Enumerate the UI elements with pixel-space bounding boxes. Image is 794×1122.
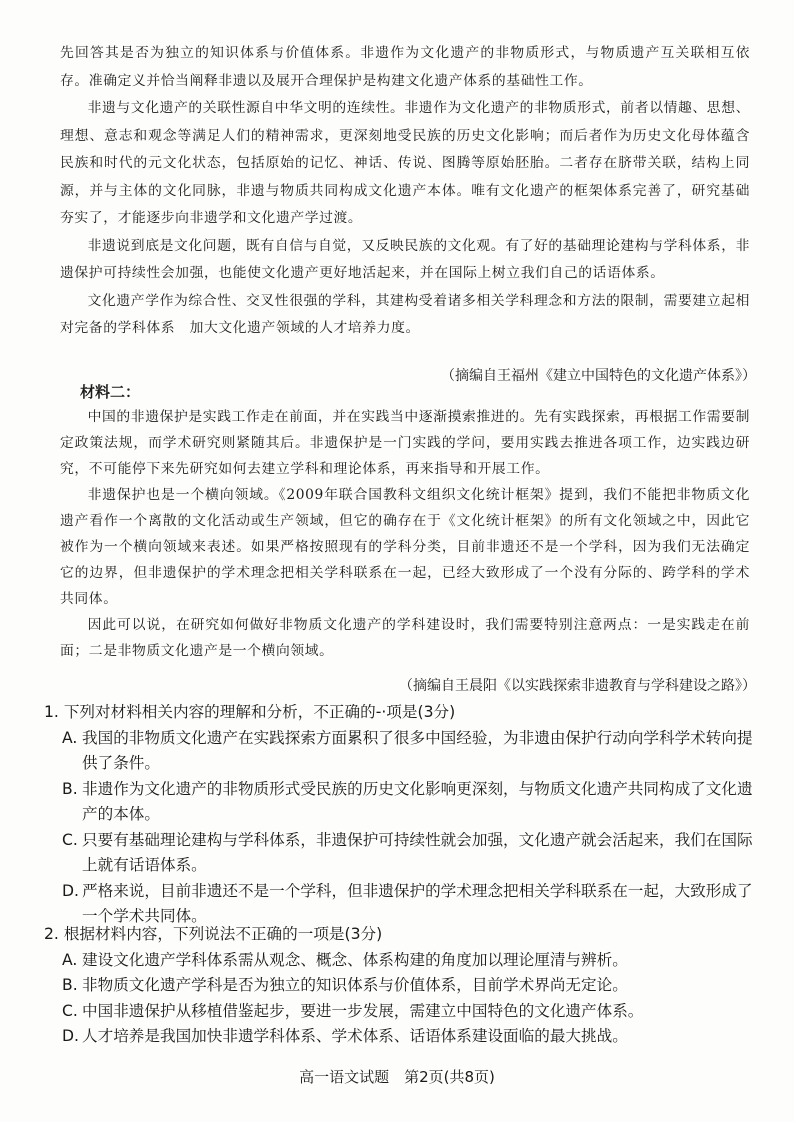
option-letter: B.: [62, 976, 78, 994]
passage-paragraph: 因此可以说，在研究如何做好非物质文化遗产的学科建设时，我们需要特别注意两点：一是实践走在前面；二是非物质文化遗产是一个横向领域。: [60, 617, 750, 659]
option-b[interactable]: [62, 777, 760, 828]
option-letter: D.: [62, 881, 79, 900]
passage-paragraph: 文化遗产学作为综合性、交叉性很强的学科，其建构受着诸多相关学科理念和方法的限制，需要建立起相对完备的学科体系 加大文化遗产领域的人才培养力度。: [60, 292, 750, 336]
option-letter: C.: [62, 1001, 78, 1020]
option-letter: A.: [62, 950, 78, 969]
passage-paragraph: 先回答其是否为独立的知识体系与价值体系。非遗作为文化遗产的非物质形式，与物质遗产互关联相互依存。准确定义并恰当阐释非遗以及展开合理保护是构建文化遗产体系的基础性工作。: [60, 45, 750, 89]
passage-paragraph: 非遗与文化遗产的关联性源自中华文明的连续性。非遗作为文化遗产的非物质形式，前者以情趣、思想、理想、意志和观念等满足人们的精神需求，更深刻地受民族的历史文化影响；而后者作为历史文化母体蕴含民族和时代的元文化状态，包括原始的记忆、神话、传说、图腾等原始胚胎。二者存在脐带关联，结构上同源，并与主体的文化同脉，非遗与物质共同构成文化遗产本体。唯有文化遗产的框架体系完善了，研究基础夯实了，才能逐步向非遗学和文化遗产学过渡。: [60, 100, 750, 226]
page-footer: 高一语文试题 第2页(共8页): [299, 1068, 495, 1086]
option-letter: C.: [62, 830, 78, 849]
question-stem: 1. 下列对材料相关内容的理解和分析，不正确的-·项是(3分): [44, 703, 456, 721]
option-text: 人才培养是我国加快非遗学科体系、学术体系、话语体系建设面临的最大挑战。: [82, 1027, 628, 1045]
option-text: 严格来说，目前非遗还不是一个学科，但非遗保护的学术理念把相关学科联系在一起，大致形成了一个学术共同体。: [82, 881, 753, 925]
option-letter: D.: [62, 1027, 79, 1045]
material-one-source: （摘编自王福州《建立中国特色的文化遗产体系》）: [441, 368, 756, 384]
question-stem: 2. 根据材料内容，下列说法不正确的一项是(3分): [44, 925, 383, 943]
option-a[interactable]: [62, 948, 760, 974]
option-c[interactable]: [62, 828, 760, 879]
question-1: [44, 700, 760, 930]
material-two-passage: [60, 404, 750, 664]
option-text: 非物质文化遗产学科是否为独立的知识体系与价值体系，目前学术界尚无定论。: [82, 976, 628, 994]
option-a[interactable]: [62, 726, 760, 777]
material-two-source: （摘编自王晨阳《以实践探索非遗教育与学科建设之路》）: [399, 678, 756, 694]
option-letter: B.: [62, 779, 78, 798]
option-c[interactable]: [62, 999, 760, 1025]
material-two-heading: 材料二：: [80, 383, 141, 401]
question-2: [44, 922, 760, 1050]
material-one-passage: [60, 40, 750, 343]
passage-paragraph: 非遗说到底是文化问题，既有自信与自觉，又反映民族的文化观。有了好的基础理论建构与学科体系，非遗保护可持续性会加强，也能使文化遗产更好地活起来，并在国际上树立我们自己的话语体系。: [60, 237, 750, 281]
option-letter: A.: [62, 728, 78, 747]
option-text: 只要有基础理论建构与学科体系，非遗保护可持续性就会加强，文化遗产就会活起来，我们在国际上就有话语体系。: [82, 830, 753, 874]
passage-paragraph: 非遗保护也是一个横向领域。《2009年联合国教科文组织文化统计框架》提到，我们不能把非物质文化遗产看作一个离散的文化活动或生产领域，但它的确存在于《文化统计框架》的所有文化领域之中，因此它被作为一个横向领域来表述。如果严格按照现有的学科分类，目前非遗还不是一个学科，因为我们无法确定它的边界，但非遗保护的学术理念把相关学科联系在一起，已经大致形成了一个没有分际的、跨学科的学术共同体。: [60, 487, 750, 607]
passage-paragraph: 中国的非遗保护是实践工作走在前面，并在实践当中逐渐摸索推进的。先有实践探索，再根据工作需要制定政策法规，而学术研究则紧随其后。非遗保护是一门实践的学问，要用实践去推进各项工作，边实践边研究，不可能停下来先研究如何去建立学科和理论体系，再来指导和开展工作。: [60, 409, 750, 477]
option-text: 建设文化遗产学科体系需从观念、概念、体系构建的角度加以理论厘清与辨析。: [82, 950, 628, 969]
option-text: 非遗作为文化遗产的非物质形式受民族的历史文化影响更深刻，与物质文化遗产共同构成了文化遗产的本体。: [82, 779, 753, 823]
option-b[interactable]: [62, 973, 760, 999]
option-d[interactable]: [62, 1024, 760, 1050]
option-text: 我国的非物质文化遗产在实践探索方面累积了很多中国经验，为非遗由保护行动向学科学术转向提供了条件。: [82, 728, 753, 772]
option-text: 中国非遗保护从移植借鉴起步，要进一步发展，需建立中国特色的文化遗产体系。: [82, 1001, 644, 1020]
